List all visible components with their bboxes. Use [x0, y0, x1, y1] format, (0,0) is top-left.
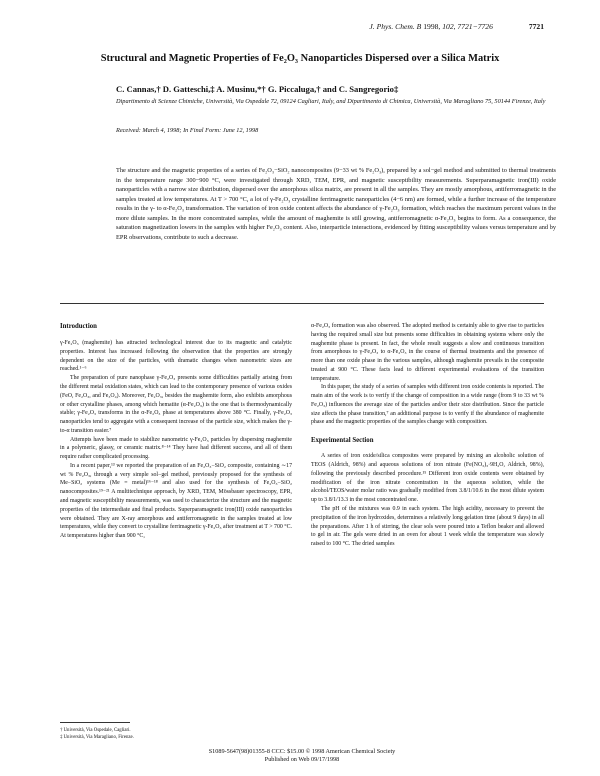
footnote: ‡ Università, Via Maragliano, Firenze. [60, 735, 134, 741]
volume-pages: 102, 7721−7726 [442, 22, 493, 31]
right-column [311, 322, 544, 549]
abstract: The structure and the magnetic properties of a series of Fe₂O₃−SiO₂ nanocomposites (9−33 wt % Fe₂O₃), prepared by a sol−gel method and submitted to thermal treatments in the temperature range 300−900 °C, were investigated through XRD, TEM, EPR, and magnetic susceptibility measurements. Superparamagnetic iron(III) oxide nanoparticles with a narrow size distribution, dispersed over the amorphous silica matrix, are present in all the samples. They are mostly amorphous, antiferromagnetic in the samples treated at low temperatures. At T > 700 °C, a lot of γ-Fe₂O₃ crystalline ferrimagnetic nanoparticles (4−6 nm) are formed, while a further increase of the temperature results in the γ- to α-Fe₂O₃ transformation. The variation of iron oxide content affects the abundance of γ-Fe₂O₃ formation, which reaches the maximum percent values in the more dilute samples. In the more concentrated samples, while the amount of maghemite is still growing, antiferromagnetic α-Fe₂O₃ begins to form. As a consequence, the saturation magnetization lowers in the samples with higher Fe₂O₃ content. Also, interparticle interactions, evidenced by fitting susceptibility values versus temperature and by EPR observations, contribute to such a decrease. [116, 167, 556, 241]
footer-copyright: S1089-5647(98)01355-8 CCC: $15.00 © 1998 American Chemical Society [208, 748, 396, 755]
page-number: 7721 [528, 22, 544, 31]
intro-paragraph: Attempts have been made to stabilize nanometric γ-Fe₂O₃ particles by dispersing maghemite in a polymeric, glassy, or ceramic matrix.⁸⁻¹⁴ They have had different success, and all of them require rather complicated processing. [60, 436, 292, 461]
author-list: C. Cannas,† D. Gatteschi,‡ A. Musinu,*† G. Piccaluga,† and C. Sangregorio‡ [116, 84, 399, 94]
article-title: Structural and Magnetic Properties of Fe₂O₃ Nanoparticles Dispersed over a Silica Matrix [100, 53, 500, 64]
footer-published: Published on Web 09/17/1998 [264, 756, 340, 764]
received-dates: Received: March 4, 1998; In Final Form: June 12, 1998 [116, 127, 259, 134]
footnote-divider [60, 722, 130, 723]
journal-name: J. Phys. Chem. B [369, 22, 422, 31]
body-paragraph: In this paper, the study of a series of samples with different iron oxide contents is reported. The main aim of the work is to verify if the change of composition in a wide range (from 9 to 33 wt % Fe₂O₃) influences the average size of the particles and/or their size distribution. Since the particle size affects the phase transition,⁷ an additional purpose is to verify if the abundance of maghemite phase and the magnetic properties of the samples change with composition. [311, 384, 544, 426]
footnote: † Università, Via Ospedale, Cagliari. [60, 728, 131, 733]
journal-year: 1998, [423, 22, 441, 31]
section-divider [60, 303, 544, 304]
page-footer [60, 748, 544, 765]
experimental-paragraph: A series of iron oxide/silica composites were prepared by mixing an alcoholic solution of TEOS (Aldrich, 98%) and aqueous solutions of iron nitrate (Fe(NO₃)₃·9H₂O, Aldrich, 98%), following the previously described procedure.¹⁵ Different iron oxide contents were obtained by modification of the iron nitrate concentration in the aqueous solution, while the alcohol/TEOS/water molar ratio was gradually modified from 3.8/1/10.6 in the most dilute system up to 3.8/1/13.3 in the most concentrated one. [311, 453, 544, 504]
body-paragraph: α-Fe₂O₃ formation was also observed. The adopted method is certainly able to give rise to particles having the required small size but presents some difficulties in obtaining systems where only the maghemite phase is present. In fact, the whole result suggests a slow and continuous transition from amorphous to γ-Fe₂O₃ to α-Fe₂O₃ in the course of thermal treatments and the presence of more than one oxide phase in the various samples, although maghemite prevails in the composite treated at 900 °C. These facts lead to different experimental evaluations of the transition temperature. [311, 323, 544, 382]
experimental-heading: Experimental Section [311, 437, 374, 445]
experimental-paragraph: The pH of the mixtures was 0.9 in each system. The high acidity, necessary to prevent the precipitation of the iron hydroxides, determines a relatively long gelation time (about 9 days) in all the preparations. After 1 h of stirring, the clear sols were poured into a Teflon beaker and allowed to gel in air. The gels were dried in an oven for about 1 week while the temperature was slowly raised to 100 °C. The dried samples [311, 505, 544, 548]
intro-paragraph: The preparation of pure nanophase γ-Fe₂O₃ presents some difficulties partially arising from the different metal oxidation states, which can lead to the contemporary presence of various oxides (FeO, Fe₂O₃, and Fe₃O₄). Moreover, Fe₂O₃, besides the maghemite form, also exhibits amorphous or other crystalline phases, among which hematite (α-Fe₂O₃) is the one that is thermodynamically stable; γ-Fe₂O₃ transforms in the α-Fe₂O₃ phase at temperatures above 380 °C. Finally, γ-Fe₂O₃ nanoparticles tend to aggregate with a consequent increase of the particle size, which makes the γ-to-α transition easier.⁷ [60, 375, 292, 434]
introduction-heading: Introduction [60, 323, 97, 330]
left-column [60, 322, 292, 541]
running-head [60, 22, 544, 31]
affiliation: Dipartimento di Scienze Chimiche, Università, Via Ospedale 72, 09124 Cagliari, Italy, and Dipartimento di Chimica, Università, Via Maragliano 75, 50144 Firenze, Italy [116, 98, 546, 105]
intro-paragraph: γ-Fe₂O₃ (maghemite) has attracted technological interest due to its magnetic and catalytic properties. Interest has increased following the observation that the properties are strongly dependent on the size of the particles, with dramatic changes when nanometric sizes are reached.¹⁻⁶ [60, 340, 292, 373]
intro-paragraph: In a recent paper,¹³ we reported the preparation of an Fe₂O₃−SiO₂ composite, containing ∼17 wt % Fe₂O₃, through a very simple sol−gel method, previously proposed for the synthesis of Me−SiO₂ systems (Me = metal)¹⁶⁻¹⁸ and also used for the synthesis of Fe₂O₃−SiO₂ nanocomposites.¹⁹⁻²¹ A multitechnique approach, by XRD, TEM, Mössbauer spectroscopy, EPR, and magnetic susceptibility measurements, was used to characterize the structure and the magnetic properties of the intermediate and final products. Superparamagnetic iron(III) oxide nanoparticles were obtained. They are X-ray amorphous and antiferromagnetic in the samples treated at low temperatures, while they convert to crystalline ferrimagnetic γ-Fe₂O₃ after treatment at T > 700 °C. At temperatures higher than 900 °C, [60, 462, 292, 540]
footnotes [60, 727, 292, 742]
